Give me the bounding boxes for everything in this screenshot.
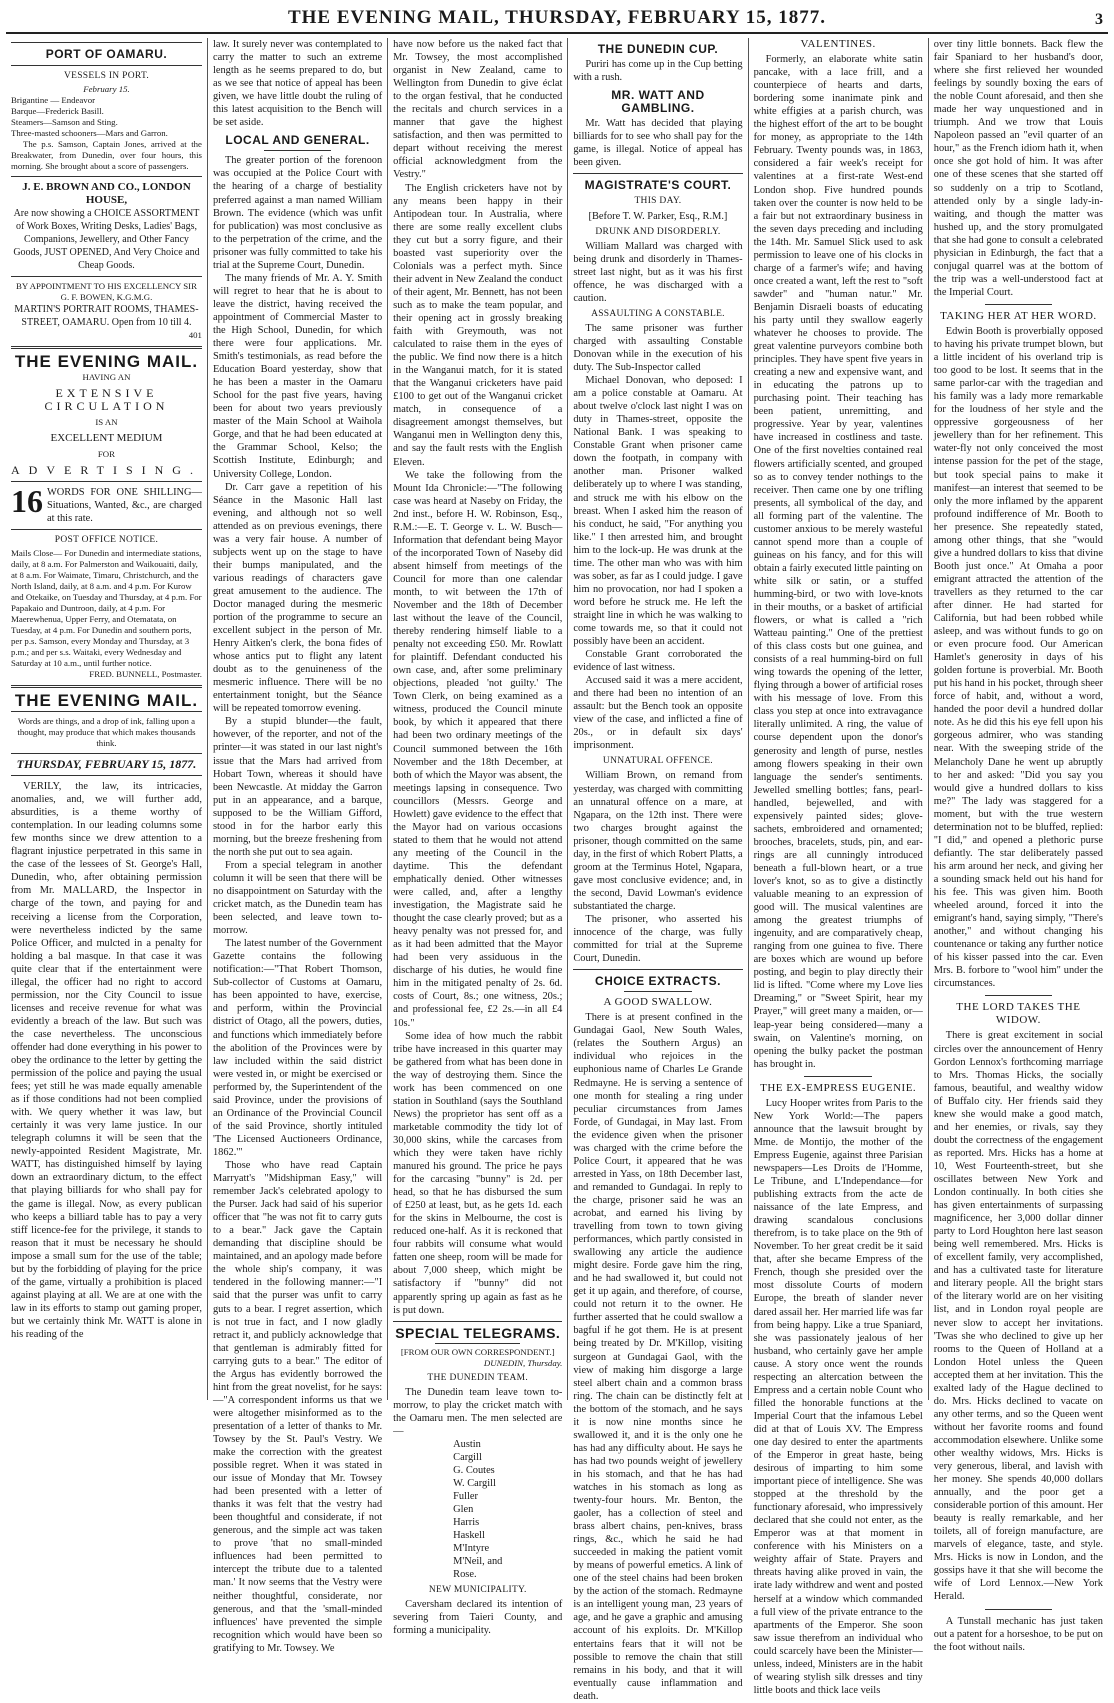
eugenie-heading: THE EX-EMPRESS EUGENIE. [760,1081,917,1094]
local-p2: The many friends of Mr. A. Y. Smith will regret to hear that he is about to leave the district, having received the appointment of Commercial Master to the High School, Dunedin, for which there were four applications. Mr. Smith's testimonials, as read before the Education Board yesterday, show that he has been a master in the Oamaru School for the past five years, having been for about two years previously master of the Main School at Waihola Gorge, and that he had been educated at the Grammar School, Kelso; the Scottish Institute, Edinburgh; and University College, London. [212,272,383,480]
col3-p2: The English cricketers have not by any means been happy in their Antipodean tour. In Australia, where there are some really excellent clubs they cut but a sorry figure, and their boasted vast superiority over the Colonials was a perfect myth. Since their advent in New Zealand the conduct of their agent, Mr. Bennett, has not been such as to make the team popular, and their opening act in grossly breaking faith with Greymouth, was not calculated to raise them in the eyes of the public. We find now there is a hitch in the Wanganui match, for it is stated that the Wanganui cricketers have paid £100 to get out of the Wanganui cricket match, in consequence of a disagreement amongst themselves, but Wanganui men in Wellington deny this, and say the fault rests with the English Eleven. [393,182,563,468]
valentines-heading: VALENTINES. [800,38,876,50]
telegrams-source: [FROM OUR OWN CORRESPONDENT.] [400,1346,555,1357]
court-heading: MAGISTRATE'S COURT. [584,178,732,193]
for-word: FOR [97,448,116,459]
vessels-date: February 15. [83,84,130,95]
tunstall-text: A Tunstall mechanic has just taken out a patent for a horseshoe, to be put on the foot without nails. [933,1615,1103,1653]
local-p4: By a stupid blunder—the fault, however, of the reporter, and not of the printer—it was stated in our last night's issue that the Mars had arrived from Hobart Town, whereas it should have been Newcastle. At midday the Garron put in an appearance, and a barque, supposed to be the William Gifford, stood in for the harbor early this morning, but the breeze freshening from the north she put out to sea again. [212,716,383,858]
taking-heading: TAKING HER AT HER WORD. [940,309,1097,322]
motto: Words are things, and a drop of ink, falling upon a thought, may produce that which makes thousands think. [17,715,196,748]
taking-text: Edwin Booth is proverbially opposed to having his private trumpet blown, but a little incident of his overland trip is too good to be lost. It seems that in the same parlor-car with the tragedian and his family was a lady more remarkable for the loudness of her style and the oppressive gorgeousness of her jewellery than for her refinement. This water-fly not only conceived the most intense passion for the pet of the stage, but took special pains to make it manifest—an interest that seemed to be only the more inflamed by the apparent profound indifference of Mr. Booth to her presence. She repeatedly stated, among other things, that she "would give a hundred dollars to kiss that divine Booth just once." At Omaha a poor emigrant attracted the attention of the travellers as they returned to the car after dinner. He had started for California, but had been robbed while asleep, and was without funds to go on or even procure food. Our American Hamlet's generosity in days of his golden fortune is proverbial. Mr. Booth put his hand in his pocket, through sheer force of habit, and, without a word, handed the poor devil a hundred dollar note. As he did this his eye fell upon his gorgeous admirer, who was standing near. With the sweeping stride of the Melancholy Dane he went up abruptly to her and asked: "Did you say you would give a hundred dollars to kiss me?" The lady was staggered for a moment, but with the true western determination not to be bluffed, replied: "I did," and opened a plethoric purse defiantly. The star deliberately passed his arm around her neck, and giving her a sounding smack held out his hand for his fee. This was given him. Booth wheeled around, forced it into the emigrant's hand, saying simply, "There's another," and without changing his countenance or taking any further notice of his kisser passed into the car. Even Mrs. B. forbore to "wool him" under the circumstances. [933,325,1103,990]
brown-ad-body: Are now showing a CHOICE ASSORTMENT of Work Boxes, Writing Desks, Ladies' Bags, Companions, Jewellery, and Other Fancy Goods, JUST OPENED, And Very Choice and Cheap Goods. [13,208,200,272]
brown-ad-title: J. E. BROWN AND CO., LONDON HOUSE, [22,181,191,207]
swallow-heading: A GOOD SWALLOW. [603,996,713,1009]
team-member: Glen [453,1503,474,1515]
sixteen-words: WORDS FOR ONE SHILLING—Situations, Wanted, &c., are charged at this rate. [47,486,202,524]
having-an: HAVING AN [82,371,131,382]
post-office-notice: Mails Close— For Dunedin and intermediate stations, daily, at 8 a.m. For Palmerston and Waikouaiti, daily, at 8 a.m. For Waimate, Timaru, Christchurch, and the North Island, daily, at 8 a.m. and 4 p.m. For Kurow and Otekaike, on Tuesday and Thursday, at 4 p.m. For Papakaio and Duntroon, daily, at 4 p.m. For Maerewhenua, Upper Ferry, and Otematata, on Tuesday, at 4 p.m. For Dunedin and southern ports, per p.s. Samson, every Monday and Thursday, at 3 p.m.; and per s.s. Waitaki, every Wednesday and Saturday at 10 a.m., until further notice. [11,547,202,668]
telegrams-dateline: DUNEDIN, Thursday. [483,1357,563,1368]
is-an: IS AN [95,416,118,427]
column-5 [749,38,929,1696]
editorial: VERILY, the law, its intricacies, anomalies, and, we will further add, absurdities, is a theme worthy of contemplation. In our leading columns some few months since we drew attention to a flagrant injustice perpetrated in this same in the case of the lessees of St. George's Hall, Dunedin, who, after obtaining permission from Mr. MALLARD, the Inspector in charge of the town, and paying for and receiving a license from the Corporation, were nevertheless indicted by the same Police Officer, and mulcted in a penalty for holding a bal masque. In that case it was quite clear that if the entertainment were illegal, the officer had no right to accord permission, nor the City Council to issue licenses and receive revenue for what was evidently a breach of the law. But such was the case nevertheless. The unconscious offender had done everything in his power to obey the ordinance to the letter by getting the permission of the police and paying the usual fees; yet still he was made equally amenable as if those conditions had not been complied with. We query whether it was law, but certainly it was very lame justice. In our telegraph columns it will be seen that the newly-appointed Resident Magistrate, Mr. WATT, has distinguished himself by laying down an extraordinary dictum, to the effect that playing billiards for who shall pay for the game is illegal. Now, as every publican who keeps a billiard table has to pay a very stiff licence-fee for the privilege, it stands to reason that it must be necessary he should impose a small sum for the use of the table; but by the forbidding of playing for the price of the game, virtually a prohibition is placed against playing at all. We are at one with the law in its efforts to stamp out gaming proper, but we certainly think Mr. WATT is alone in his reading of the [11,781,202,1340]
valentines-text: Formerly, an elaborate white satin pancake, with a lace frill, and a counterpiece of hearts and darts, bordering some inanimate pink and white effigies at a parish church, was the highest effort of the art to be bought for money, as appropriate to the 14th February. Twenty pounds was, in 1863, considered a fair week's receipt for valentines at a first-rate West-end London shop. Five hundred pounds taken over the counter is now held to be a fair but not extraordinary business in the seven days preceding and including the 14th. Mr. Samuel Slick used to ask permission to leave one of his clocks in charge of a farmer's wife; and having once created a want, left the rest to "soft sawder" and "human natur." Mr. Benjamin Disraeli boasts of educating his party until they swallow eagerly whatever he chooses to provide. The great valentine purveyors combine both principles. They have spent five years in creating a new and expensive want, and in educating the patrons up to purchasing point. Their teaching has been patient, unremitting, and progressive. Year by year, valentines have increased in costliness and taste. One of the first novelties contained real flowers artificially scented, and grouped so as to convey tender nothings to the receiver. Then came one by one trifling presents, all symbolical of the day, and all forming part of the valentine. The customer anxious to be merely wasteful cannot spend more than a couple of guineas on his fancy, and for this will obtain a fairly executed little painting on white silk or satin, or a stuffed humming-bird, or two with love-knots in their mouths, or a basket of artificial flowers, or what is called a "rich Watteau painting." One of the prettiest of this class costs but one guinea, and consists of a real humming-bird on full wing towards the opening of the letter, flying through a bower of artificial roses with his message of love. From this class you step at once into extravagance literally unlimited. A ring, the value of course dependent upon the donor's generosity and length of purse, nestles among flowers speaking in their own language the sender's sentiments. Jewelled smelling bottles; fans, pearl-handled, bejewelled, and with expensively painted sides; glove-sachets, embroidered and ornamented; brooches, bracelets, studs, pin, and ear-rings are all cunningly introduced beneath a full-blown heart, or a true lover's knot, so as to give a distinctly valuable meaning to an expression of good will. The musical valentines are among the greatest triumphs of ingenuity, and are comparatively cheap, ranging from one guinea to five. There are boxes which are wound up before posting, and begin to play directly their lid is lifted. "Come where my Love lies Dreaming," or "Sweet Spirit, hear my Prayer," will greet many a maiden, or—leap-year being considered—many a swain, on Valentine's morning, on opening the bulky packet the postman has brought in. [753,54,923,1070]
column-1 [6,38,208,1400]
local-p6: The latest number of the Government Gazette contains the following notification:—"That Robert Thomson, Sub-collector of Customs at Oamaru, has been appointed to have, exercise, and perform, within the Provincial district of Otago, all the powers, duties, and functions which immediately before the abolition of the Provinces were by law included within the said district were vested in, or might be exercised or performed by, the Superintendent of the said Province, under the provisions of an Ordinance of the Provincial Council of the said Province, shortly intituled 'The Licensed Auctioneers Ordinance, 1862.'" [212,938,383,1158]
vessels-list: Brigantine — Endeavor Barque—Frederick Basill. Steamers—Samson and Sting. Three-masted schooners—Mars and Garron. [11,95,168,139]
cup-heading: THE DUNEDIN CUP. [597,42,719,56]
appointment-body: MARTIN'S PORTRAIT ROOMS, THAMES-STREET, OAMARU. Open from 10 till 4. [14,304,199,329]
team-member: Cargill [453,1451,482,1463]
post-office-heading: POST OFFICE NOTICE. [54,534,159,545]
assault-p1: The same prisoner was further charged with assaulting Constable Donovan while in the execution of his duty. The Sub-Inspector called [573,322,743,374]
drunk-text: William Mallard was charged with being drunk and disorderly in Thames-street last night, but as it was his first offence, he was discharged with a caution. [573,240,743,304]
team-member: W. Cargill [453,1477,496,1489]
unnatural-p2: The prisoner, who asserted his innocence of the charge, was fully committed for trial at the Supreme Court, Dunedin. [573,914,743,965]
column-4 [568,38,748,1702]
team-member: Rose. [453,1568,477,1580]
team-member: Fuller [453,1490,478,1502]
local-p1: The greater portion of the forenoon was occupied at the Police Court with the hearing of a charge of bestiality preferred against a man named William Brown. The evidence (which was unfit for publication) was most conclusive as to the perpetration of the crime, and the prisoner was fully committed to take his trial at the Supreme Court, Dunedin. [212,155,383,271]
local-general-heading: LOCAL AND GENERAL. [225,133,370,148]
sixteen-numeral: 16 [11,482,43,519]
appointment-title: BY APPOINTMENT TO HIS EXCELLENCY SIR G. F. BOWEN, K.G.M.G. [16,281,197,303]
newspaper-page [6,6,1108,1702]
col3-p4: Some idea of how much the rabbit tribe have increased in this quarter may be gathered from what has been done in the way of destroying them. Since the work has been commenced on one station in Southland (says the Southland News) the proprietor has sent off as a marketable commodity the tidy lot of 30,000 skins, while the carcases from which they were taken have richly manured his ground. The price he pays for the carcasing "bunny" is 2d. per head, so that he has disbursed the sum of £250 at least, but, as he gets 1d. each for the skins in Melbourne, the cost is reduced one-half. As it is reckoned that four rabbits will consume what would fatten one sheep, room will be made for about 7,000 sheep, which might be satisfactory if "bunny" did not apparently spring up again as fast as he is put down. [393,1030,563,1316]
advertising: ADVERTISING. [11,462,202,477]
local-p5: From a special telegram in another column it will be seen that there will be no disappointment on Saturday with the cricket match, as the Dunedin team has been selected, and leave town to-morrow. [212,859,383,937]
column-2 [208,38,388,1654]
assault-p3: Constable Grant corroborated the evidence of last witness. [573,649,743,674]
page-number: 3 [1095,11,1104,28]
team-member: M'Intyre [453,1542,490,1554]
team-list [393,1438,562,1581]
post-office-sign: FRED. BUNNELL, Postmaster. [89,668,202,679]
eugenie-text: Lucy Hooper writes from Paris to the New York World:—The papers announce that the lawsuit brought by Mme. de Montijo, the mother of the Empress Eugenie, against three Parisian newspapers—Les Droits de l'Homme, Le Tribune, and L'Independance—for publishing extracts from the acte de naissance of the late Empress, and drawing scandalous conclusions therefrom, is to take place on the 9th of November. To her great credit be it said that, after she became Empress of the French, though she presided over the most dissolute Courts of modern Europe, the breath of slander never dared assail her. Her married life was far from being happy. Like a true Spaniard, she was passionately jealous of her husband, who certainly gave her ample cause. A story once went the rounds respecting an altercation between the Empress and a certain noble Count who filled the honorable functions at the Imperial Court that the infamous Lebel did at that of Louis XV. The Empress one day desired to enter the apartments of the Emperor in great haste, being desirous of imparting to him some important piece of intelligence. She was stopped at the threshold by the functionary aforesaid, who impressively declared that she could not enter, as the Emperor was at that moment in conference with his Ministers on a weighty affair of State. Prayers and threats having alike proved in vain, the irate lady withdrew and went and posted herself at a window which commanded a full view of the private entrance to the apartments of the Emperor. She soon saw issue therefrom an individual who could scarcely have been the Minister—unless, indeed, Ministers are in the habit of wearing stylish silk dresses and tiny little boots and thick lace veils [753,1097,923,1696]
drunk-heading: DRUNK AND DISORDERLY. [595,226,721,237]
col3-p1: have now before us the naked fact that Mr. Towsey, the most accomplished organist in New Zealand, came to Wellington from Dunedin to give éclat to the organ festival, that he conducted the recitals and church services in a manner that gave the highest satisfaction, and then was permitted to depart without receiving the merest official acknowledgment from the Vestry." [393,39,563,181]
column-3 [388,38,568,1637]
unnatural-p1: William Brown, on remand from yesterday, was charged with committing an unnatural offence on a mare, at Ngapara, on the 12th inst. There were two charges brought against the prisoner, though committed on the same day, in the first of which Robert Platts, a groom at the Terminus Hotel, Ngapara, gave most conclusive evidence; and, in the second, David Lowman's evidence substantiated the charge. [573,770,743,912]
masthead-title: THE EVENING MAIL, THURSDAY, FEBRUARY 15, 1877. [287,7,826,28]
vessels-note: The p.s. Samson, Captain Jones, arrived at the Breakwater, from Dunedin, over four hours, this morning. She brought about a score of passengers. [11,139,202,172]
mail-name-2: THE EVENING MAIL. [14,690,199,710]
assault-heading: ASSAULTING A CONSTABLE. [591,308,725,319]
assault-p4: Accused said it was a mere accident, and there had been no intention of an assault: but the Bench took an opposite view of the case, and inflicted a fine of 20s., or in default six days' imprisonment. [573,675,743,752]
team-member: Harris [453,1516,480,1528]
widow-text: There is great excitement in social circles over the announcement of Henry Gordon Lennox's forthcoming marriage to Mrs. Thomas Hicks, the socially famous, beautiful, and wealthy widow of Buffalo city. Her friends said they knew she would make a good match, and her enemies, or rivals, say they doubt the correctness of the engagement as reported. Mrs. Hicks has a home at 10, West Fourteenth-street, but she oscillates between New York and London continually. In both cities she has given entertainments of surpassing magnificence, her 3,000 dollar dinner party to Lord Houghton here last season being well remembered. Mrs. Hicks is of excellent family, very accomplished, and has a cultivated taste for literature and literary people. All the bright stars of the literary world are on her visiting list, and in London royal people are never slow to accept her invitations. 'Twas she who declined to give up her rooms to the Queen of Holland at a London Hotel unless the Queen accepted them at her invitation. This the exalted lady of the Hague declined to do. Mrs. Hicks declined to vacate on any other terms, and so the Queen went without her favorite rooms and found accommodation elsewhere. Unlike some other wealthy widows, Mrs. Hicks is very generous, liberal, and lavish with her money. She spends 40,000 dollars annually, and the poor get a considerable portion of this amount. Her beauty is really remarkable, and her toilets, all of foreign manufacture, are marvels of elegance, taste, and style. Mrs. Hicks is now in London, and the gossips have it that she will become the wife of Lord Lennox.—New York Herald. [933,1030,1103,1603]
court-before: [Before T. W. Parker, Esq., R.M.] [588,210,728,222]
local-p7: Those who have read Captain Marryatt's "Midshipman Easy," will remember Jack's celebrated apology to the Purser. Jack had said of his superior officer that "he was not fit to carry guts to a bear." Jack gave the Captain demanding that discipline should be maintained, and an apology made before the whole ship's company, it was tendered in the following manner:—"I said that the purser was unfit to carry guts to a bear. I regret assertion, which is not true in fact, and I now gladly retract it, and publicly acknowledge that that gentleman is admirably fitted for carrying guts to a bear." The editor of the Argus has evidently borrowed the hint from the great novelist, for he says:—"A correspondent informs us that we were altogether misinformed as to the presentation of a letter of thanks to Mr. Towsey by the St. Paul's Vestry. We make the correction with the greatest possible regret. When it was stated in our issue of Monday that Mr. Towsey had been presented with a letter of thanks it was felt that the vestry had been thoughtful and considerate, if not generous, and the simple act was taken to prove 'that no small-minded influences had been permitted to intercept the tribute due to a talented man.' It now seems that the Vestry were neither thoughtful, considerate, nor generous, and that the 'small-minded influences' have prevented the simple recognition which would have been so gratifying to Mr. Towsey. We [212,1159,383,1654]
col3-p3: We take the following from the Mount Ida Chronicle:—"The following case was heard at Naseby on Friday, the 2nd inst., before H. W. Robinson, Esq., R.M.:—E. T. George v. L. W. Busch—Information that defendant being Mayor of the incorporated Town of Naseby did absent himself from meetings of the Council for more than one calendar month, to wit between the 17th of November and the 18th of December last without the leave of the Council, thereby rendering himself liable to a penalty not exceeding £50. Mr. Rowlatt for plaintiff. Defendant conducted his own case, and, after some preliminary objections, pleaded 'not guilty.' The Town Clerk, on being examined as a witness, produced the Council minute book, by which it appeared that there had been two ordinary meetings of the Council summoned between the 16th November and the 18th December, at both of which the Mayor was absent, the meetings lapsing in consequence. Two councillors (Messrs. George and Howlett) gave evidence to the effect that the Mayor had on various occasions stated to them that he would not attend any meeting of the Council in the daytime. This the defendant emphatically denied. Other witnesses were called, and, after a lengthy investigation, the Magistrate said he thought the case clearly proved; but as a heavy penalty was not pressed for, and as it had been admitted that the Mayor had been very assiduous in the discharge of his duties, he would fine him in the mitigated penalty of 2s. 6d. costs of Court, 8s.; one witness, 20s.; and professional fee, £2 2s.—in all £4 10s." [393,469,563,1029]
court-day: THIS DAY. [634,196,682,207]
telegrams-heading: SPECIAL TELEGRAMS. [395,1324,561,1341]
cup-text: Puriri has come up in the Cup betting with a rush. [573,59,743,84]
widow-heading: THE LORD TAKES THE WIDOW. [956,1001,1081,1027]
swallow-text: There is at present confined in the Gundagai Gaol, New South Wales, (relates the Southern Argus) an individual who rejoices in the euphonious name of Charles Le Grande Redmayne. He is serving a sentence of one month for stealing a ring under peculiar circumstances from James Forde, of Gundagai, in May last. From the evidence given when the prisoner was charged with the crime before the Police Court, it appeared that he was arrested in Yass, on 18th December last, and remanded to Gundagai. In reply to the charge, prisoner said he was an acrobat, and earned his living by travelling from town to town giving performances, which partly consisted in swallowing any article the audience might desire. Forde gave him the ring, and he had swallowed it, but could not get it up again, and therefore, of course, could not return it to the owner. He further asserted that he could swallow a bagful if he got them. He is at present being treated by Dr. M'Killop, visiting surgeon at Gundagai Gaol, with the view of making him disgorge a large steel albert chain and a common brass ring. The chain can be distinctly felt at the bottom of the stomach, and he says it is now nine months since he swallowed it, and it is the only one he has had any difficulty about. He says he has had two pounds weight of jewellery in his stomach, and that he has had watches in his stomach as long as twenty-four hours. Mr. Benton, the gaoler, has a collection of steel and brass albert chains, pen-knives, brass rings, &c., which he said he had succeeded in making the patient vomit by means of powerful emetics. A link of one of the steel chains had been broken by the action of the stomach. Redmayne is an intelligent young man, 23 years of age, and he gave a graphic and amusing account of his exploits. Dr. M'Killop entertains fears that it will not be possible to remove the chain that still remains in his body, and that it will eventually cause inflammation and death. [573,1012,743,1702]
team-member: M'Neil, and [453,1555,503,1567]
masthead [6,6,1108,34]
team-heading: THE DUNEDIN TEAM. [427,1372,529,1383]
column-6 [929,38,1108,1653]
team-member: Haskell [453,1529,485,1541]
team-member: Austin [453,1438,481,1450]
unnatural-heading: UNNATURAL OFFENCE. [602,756,713,767]
appointment-number: 401 [188,329,202,340]
watt-heading: MR. WATT AND GAMBLING. [611,88,705,116]
assault-p2: Michael Donovan, who deposed: I am a police constable at Oamaru. At about twelve o'clock last night I was on duty in Thames-street, opposite the National Bank. I was speaking to Constable Grant when prisoner came down the footpath, in company with another man. Prisoner walked deliberately up to where I was standing, and struck me with his elbow on the breast. When I asked him the reason of his conduct, he said, "For anything you like." I then arrested him, and brought him to the lock-up. He was drunk at the time. The other man who was with him was sober, as far as I could judge. I gave him no provocation, nor had I spoken a word before he struck me. He left the straight line in which he was walking to come towards me, so that it could not possibly have been an accident. [573,375,743,648]
local-p3: Dr. Carr gave a repetition of his Séance in the Masonic Hall last evening, and although not so well attended as on previous evenings, there was a very fair house. A number of subjects went up on the stage to have their bumps manipulated, and the various readings of characters gave great amusement to the audience. The Doctor managed during the mesmeric portion of the programme to secure an excellent subject in the person of Mr. Henry Aitken's clerk, the bona fides of whose antics put to flight any latent doubt as to the genuineness of the mesmeric influence. There will be no entertainment tonight, but the Séance will be repeated tomorrow evening. [212,481,383,715]
team-member: G. Coutes [453,1464,495,1476]
port-heading: PORT OF OAMARU. [45,47,168,61]
team-text: The Dunedin team leave town to-morrow, to play the cricket match with the Oamaru men. The men selected are— [393,1386,563,1437]
mail-name: THE EVENING MAIL. [14,351,199,371]
extensive-circulation: EXTENSIVE CIRCULATION [44,385,169,413]
municipality-heading: NEW MUNICIPALITY. [428,1584,527,1595]
columns [6,38,1108,1702]
municipality-text: Caversham declared its intention of severing from Taieri County, and forming a municipality. [393,1598,563,1637]
dateline: THURSDAY, FEBRUARY 15, 1877. [16,756,197,771]
eugenie-cont: over tiny little bonnets. Back flew the fair Spaniard to her husband's door, where she first relieved her wounded feelings by soundly boxing the ears of the noble Count aforesaid, and then she made her way unquestioned and in triumph. And we trow that Louis Napoleon passed an "evil quarter of an hour," as the French idiom hath it, when once she got hold of him. It was after one of these scenes that she started off so suddenly on a trip to Scotland, attended only by a single lady-in-waiting, and though the matter was hushed up, and the story promulgated that she had gone to consult a celebrated physician in Edinburgh, the fact that a conjugal quarrel was at the bottom of the trip was a well-understood fact at the Imperial Court. [933,39,1103,298]
extracts-heading: CHOICE EXTRACTS. [594,974,721,989]
watt-text: Mr. Watt has decided that playing billiards for to see who shall pay for the game, is illegal. Notice of appeal has been given. [573,118,743,169]
editorial-cont: law. It surely never was contemplated to carry the matter to such an extreme length as he seems prepared to do, but as we see that notice of appeal has been given, we have little doubt the ruling of this latest acquisition to the Bench will be set aside. [212,39,383,129]
vessels-heading: VESSELS IN PORT. [63,71,150,82]
excellent-medium: EXCELLENT MEDIUM [50,431,163,444]
